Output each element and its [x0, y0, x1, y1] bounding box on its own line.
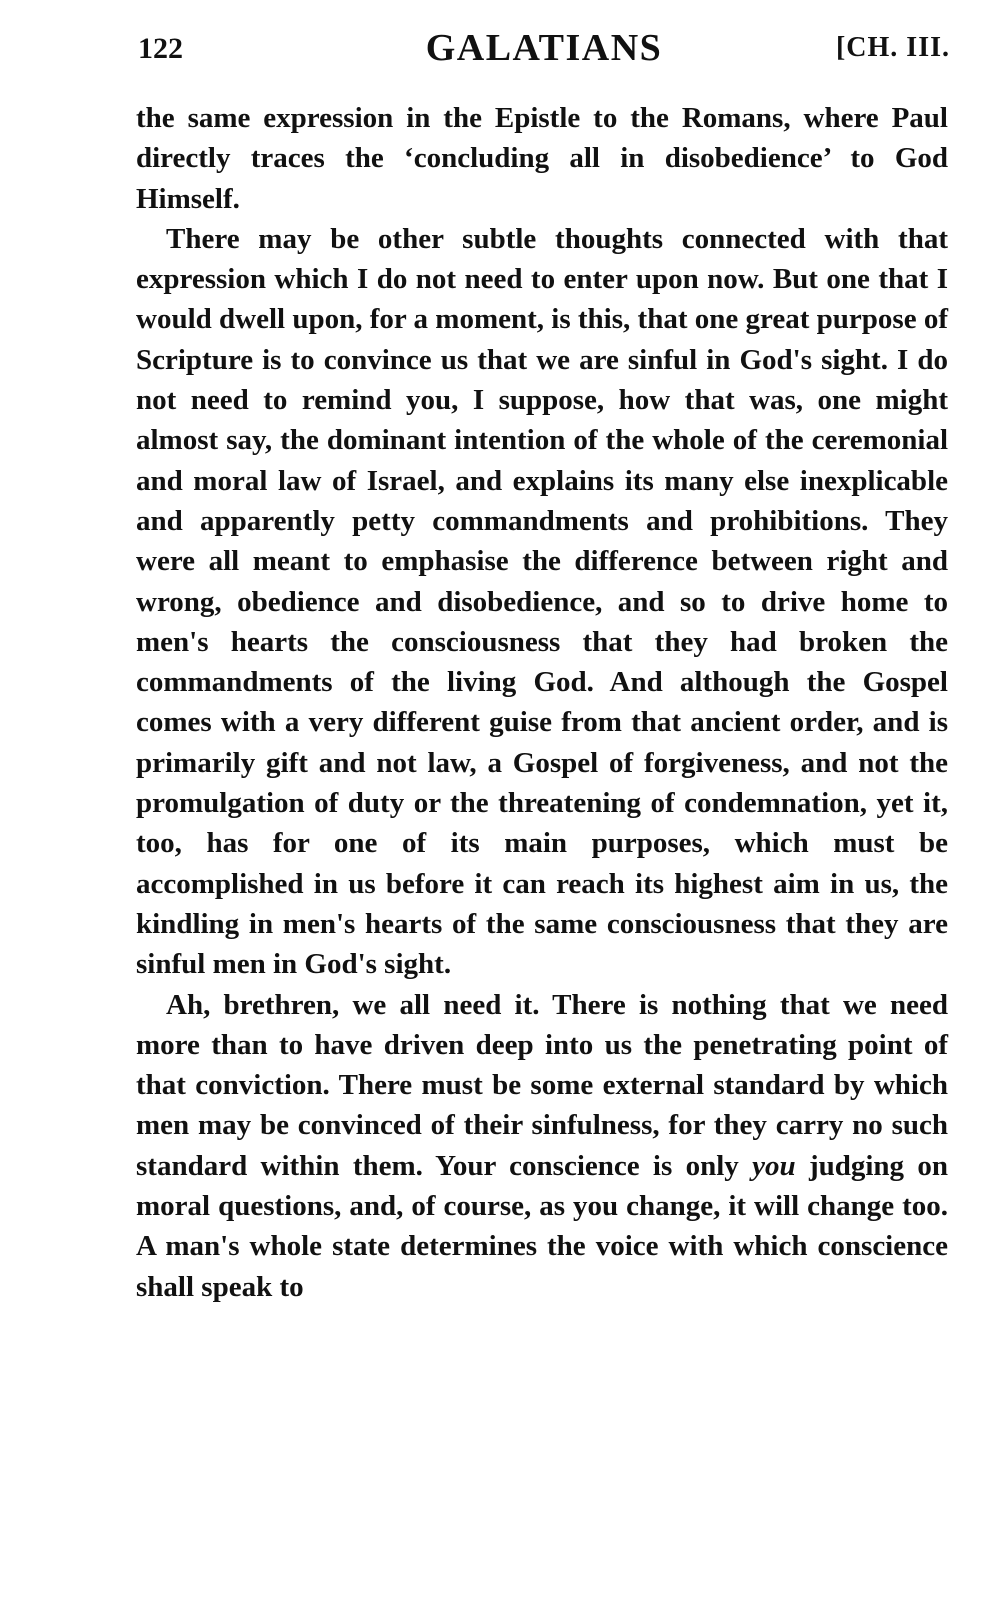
book-title: GALATIANS	[425, 27, 663, 69]
paragraph: There may be other subtle thoughts connected with that expression which I do not need to enter upon now. But one that I would dwell upon, for a moment, is this, that one great purpose of Scripture is to convince us that we are sinful in God's sight. I do not need to remind you, I suppose, how that was, one might almost say, the dominant intention of the whole of the ceremonial and moral law of Israel, and explains its many else inexplicable and apparently petty commandments and prohibitions. They were all meant to emphasise the difference between right and wrong, obedience and disobedience, and so to drive home to men's hearts the consciousness that they had broken the commandments of the living God. And although the Gospel comes with a very different guise from that ancient order, and is primarily gift and not law, a Gospel of forgiveness, and not the promulgation of duty or the threatening of condemnation, yet it, too, has for one of its main purposes, which must be accomplished in us before it can reach its highest aim in us, the kindling in men's hearts of the same consciousness that they are sinful men in God's sight.	[136, 222, 948, 981]
emphasized-word: you	[752, 1149, 796, 1182]
chapter-reference: [CH. III.	[835, 32, 950, 63]
paragraph-text: Ah, brethren, we all need it. There is nothing that we need more than to have driven deep into us the penetrating point of that conviction. There must be some external standard by which men may be convinced of their sinfulness, for they carry no such standard within them. Your conscience is only	[136, 988, 948, 1182]
running-head	[138, 26, 950, 76]
paragraph-text: judging on moral questions, and, of course, as you change, it will change too. A man's whole state determines the voice with which conscience shall speak to	[136, 1149, 948, 1303]
paragraph	[136, 985, 948, 1307]
page-number: 122	[138, 32, 183, 65]
body-text	[136, 98, 948, 1307]
paragraph-continued: the same expression in the Epistle to the Romans, where Paul directly traces the ‘concluding all in disobedience’ to God Himself.	[136, 102, 948, 215]
